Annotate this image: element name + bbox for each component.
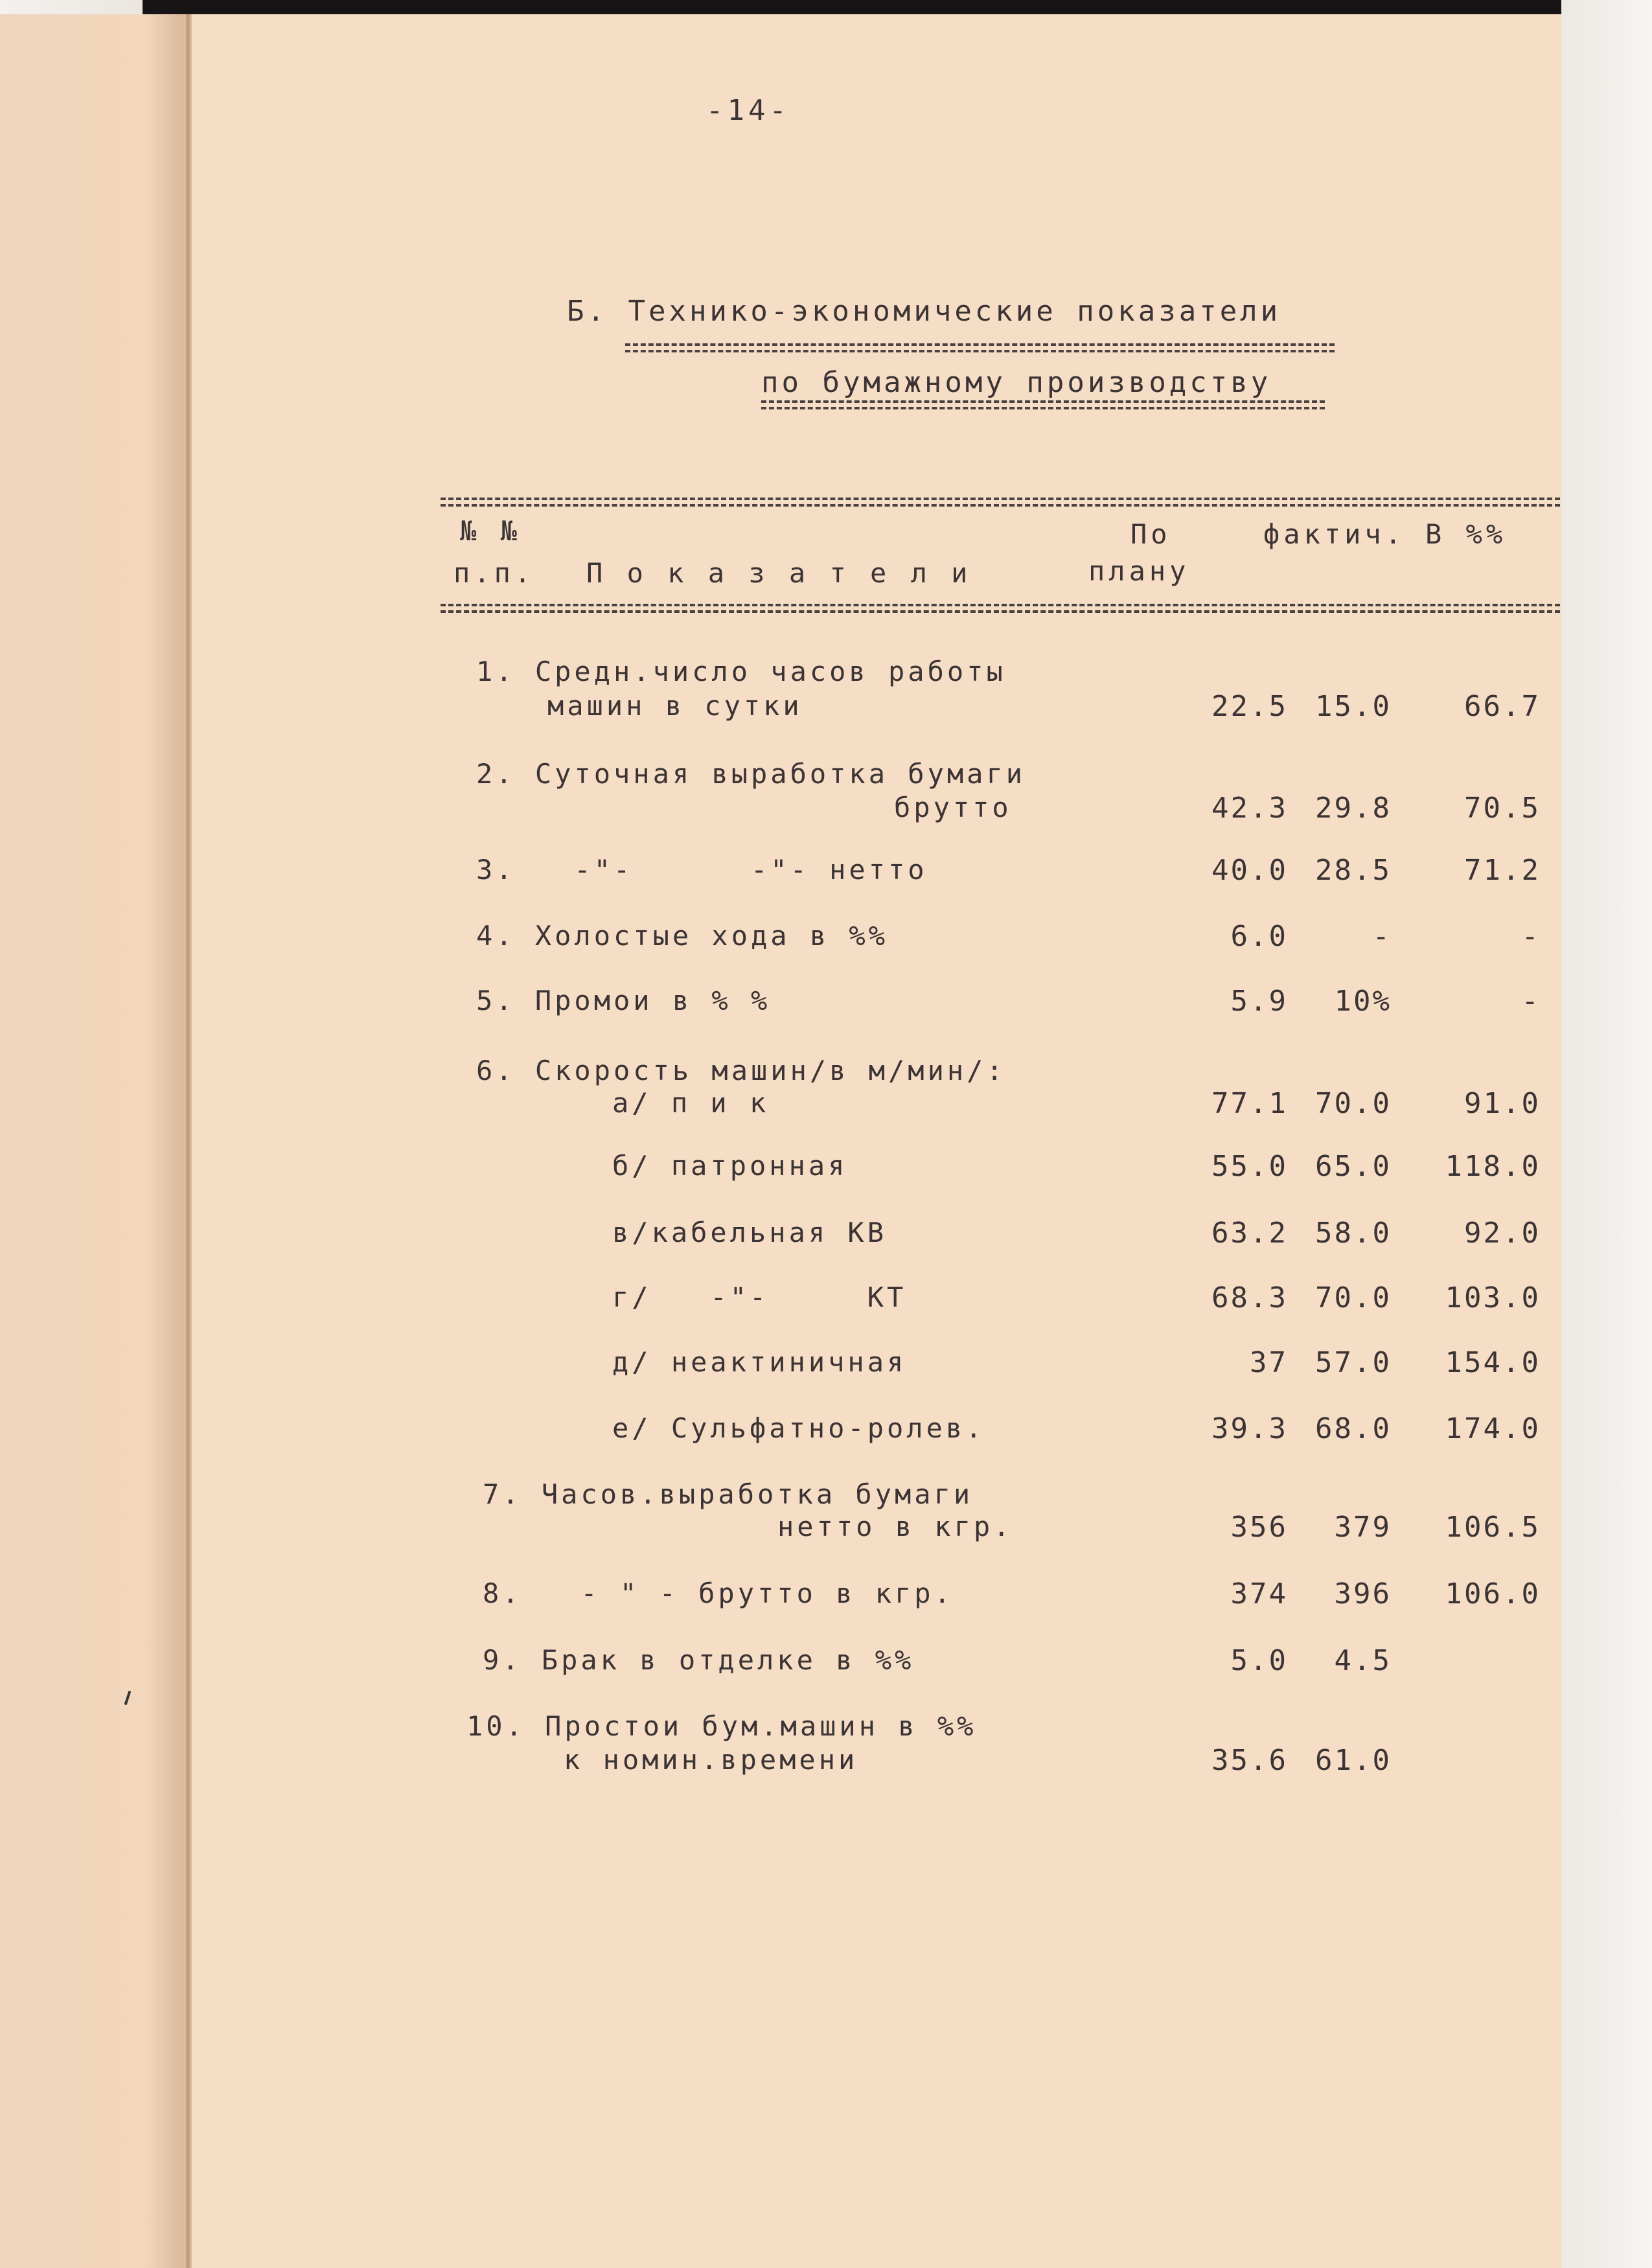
header-percent: В %% xyxy=(1425,518,1507,550)
row-8-percent: 106.0 xyxy=(1445,1577,1541,1610)
section-title: Б. Технико-экономические показатели xyxy=(567,295,1281,328)
header-plan-line2: плану xyxy=(1088,555,1190,587)
row-6-fact: 70.0 xyxy=(1315,1087,1392,1120)
header-indicator: П о к а з а т е л и xyxy=(586,557,972,589)
row-6c-percent: 92.0 xyxy=(1464,1217,1541,1250)
row-5-fact: 10% xyxy=(1334,985,1392,1018)
row-6c-fact: 58.0 xyxy=(1315,1217,1392,1250)
row-6d-percent: 103.0 xyxy=(1445,1281,1541,1314)
row-6c-plan: 63.2 xyxy=(1211,1217,1288,1250)
row-2-fact: 29.8 xyxy=(1315,792,1392,825)
row-6e-fact: 57.0 xyxy=(1315,1346,1392,1379)
row-6e-label: д/ неактиничная xyxy=(612,1346,907,1378)
subtitle-underline xyxy=(761,400,1325,409)
row-5-plan: 5.9 xyxy=(1230,985,1288,1018)
row-10-plan: 35.6 xyxy=(1211,1744,1288,1777)
section-subtitle: по бумажному производству xyxy=(761,366,1272,399)
row-3-percent: 71.2 xyxy=(1464,854,1541,887)
row-6d-label: г/ -"- КТ xyxy=(612,1281,907,1313)
page-gutter xyxy=(184,14,192,2268)
row-4-fact: - xyxy=(1372,920,1392,953)
row-5-percent: - xyxy=(1521,985,1541,1018)
row-1-percent: 66.7 xyxy=(1464,690,1541,723)
row-3-plan: 40.0 xyxy=(1211,854,1288,887)
row-1-label: 1. Средн.число часов работы xyxy=(476,656,1006,687)
row-2-plan: 42.3 xyxy=(1211,792,1288,825)
row-7-percent: 106.5 xyxy=(1445,1511,1541,1544)
table-header-rule xyxy=(441,604,1560,613)
row-6d-fact: 70.0 xyxy=(1315,1281,1392,1314)
row-6b-label: б/ патронная xyxy=(612,1150,848,1182)
row-2-label: 2. Суточная выработка бумаги xyxy=(476,758,1026,790)
scanner-top-edge xyxy=(0,0,1652,14)
row-2-label2: брутто xyxy=(894,792,1012,823)
row-6c-label: в/кабельная КВ xyxy=(612,1217,888,1248)
row-9-plan: 5.0 xyxy=(1230,1644,1288,1677)
row-10-label: 10. Простои бум.машин в %% xyxy=(466,1710,977,1742)
row-6-label: 6. Скорость машин/в м/мин/: xyxy=(476,1055,1006,1086)
row-5-label: 5. Промои в % % xyxy=(476,985,771,1016)
row-10-fact: 61.0 xyxy=(1315,1744,1392,1777)
underlying-page xyxy=(0,14,194,2268)
row-4-plan: 6.0 xyxy=(1230,920,1288,953)
row-2-percent: 70.5 xyxy=(1464,792,1541,825)
row-6f-fact: 68.0 xyxy=(1315,1412,1392,1445)
row-8-label: 8. - " - брутто в кгр. xyxy=(483,1577,954,1609)
row-6f-percent: 174.0 xyxy=(1445,1412,1541,1445)
scanner-bed-right xyxy=(1561,0,1652,2268)
row-9-fact: 4.5 xyxy=(1334,1644,1392,1677)
row-6f-plan: 39.3 xyxy=(1211,1412,1288,1445)
header-num-line1: № № xyxy=(460,515,521,547)
row-10-label2: к номин.времени xyxy=(564,1744,858,1776)
row-1-plan: 22.5 xyxy=(1211,690,1288,723)
row-3-label: 3. -"- -"- нетто xyxy=(476,854,928,886)
row-6-label2: а/ п и к xyxy=(612,1087,770,1119)
row-7-label2: нетто в кгр. xyxy=(777,1511,1013,1542)
row-8-plan: 374 xyxy=(1230,1577,1288,1610)
header-fact: фактич. xyxy=(1263,518,1406,550)
row-6e-percent: 154.0 xyxy=(1445,1346,1541,1379)
title-underline xyxy=(625,343,1335,352)
row-6f-label: е/ Сульфатно-ролев. xyxy=(612,1412,985,1444)
row-9-label: 9. Брак в отделке в %% xyxy=(483,1644,915,1676)
row-6-plan: 77.1 xyxy=(1211,1087,1288,1120)
row-4-label: 4. Холостые хода в %% xyxy=(476,920,889,952)
page-number: -14- xyxy=(706,94,790,127)
row-6d-plan: 68.3 xyxy=(1211,1281,1288,1314)
row-4-percent: - xyxy=(1521,920,1541,953)
row-6b-percent: 118.0 xyxy=(1445,1150,1541,1183)
row-7-plan: 356 xyxy=(1230,1511,1288,1544)
row-7-label: 7. Часов.выработка бумаги xyxy=(483,1478,974,1510)
row-1-label2: машин в сутки xyxy=(547,690,803,722)
row-6b-plan: 55.0 xyxy=(1211,1150,1288,1183)
header-plan-line1: По xyxy=(1130,518,1171,550)
row-3-fact: 28.5 xyxy=(1315,854,1392,887)
row-7-fact: 379 xyxy=(1334,1511,1392,1544)
row-8-fact: 396 xyxy=(1334,1577,1392,1610)
row-6b-fact: 65.0 xyxy=(1315,1150,1392,1183)
row-1-fact: 15.0 xyxy=(1315,690,1392,723)
row-6-percent: 91.0 xyxy=(1464,1087,1541,1120)
row-6e-plan: 37 xyxy=(1250,1346,1288,1379)
table-top-rule xyxy=(441,498,1560,507)
header-num-line2: п.п. xyxy=(453,557,535,589)
